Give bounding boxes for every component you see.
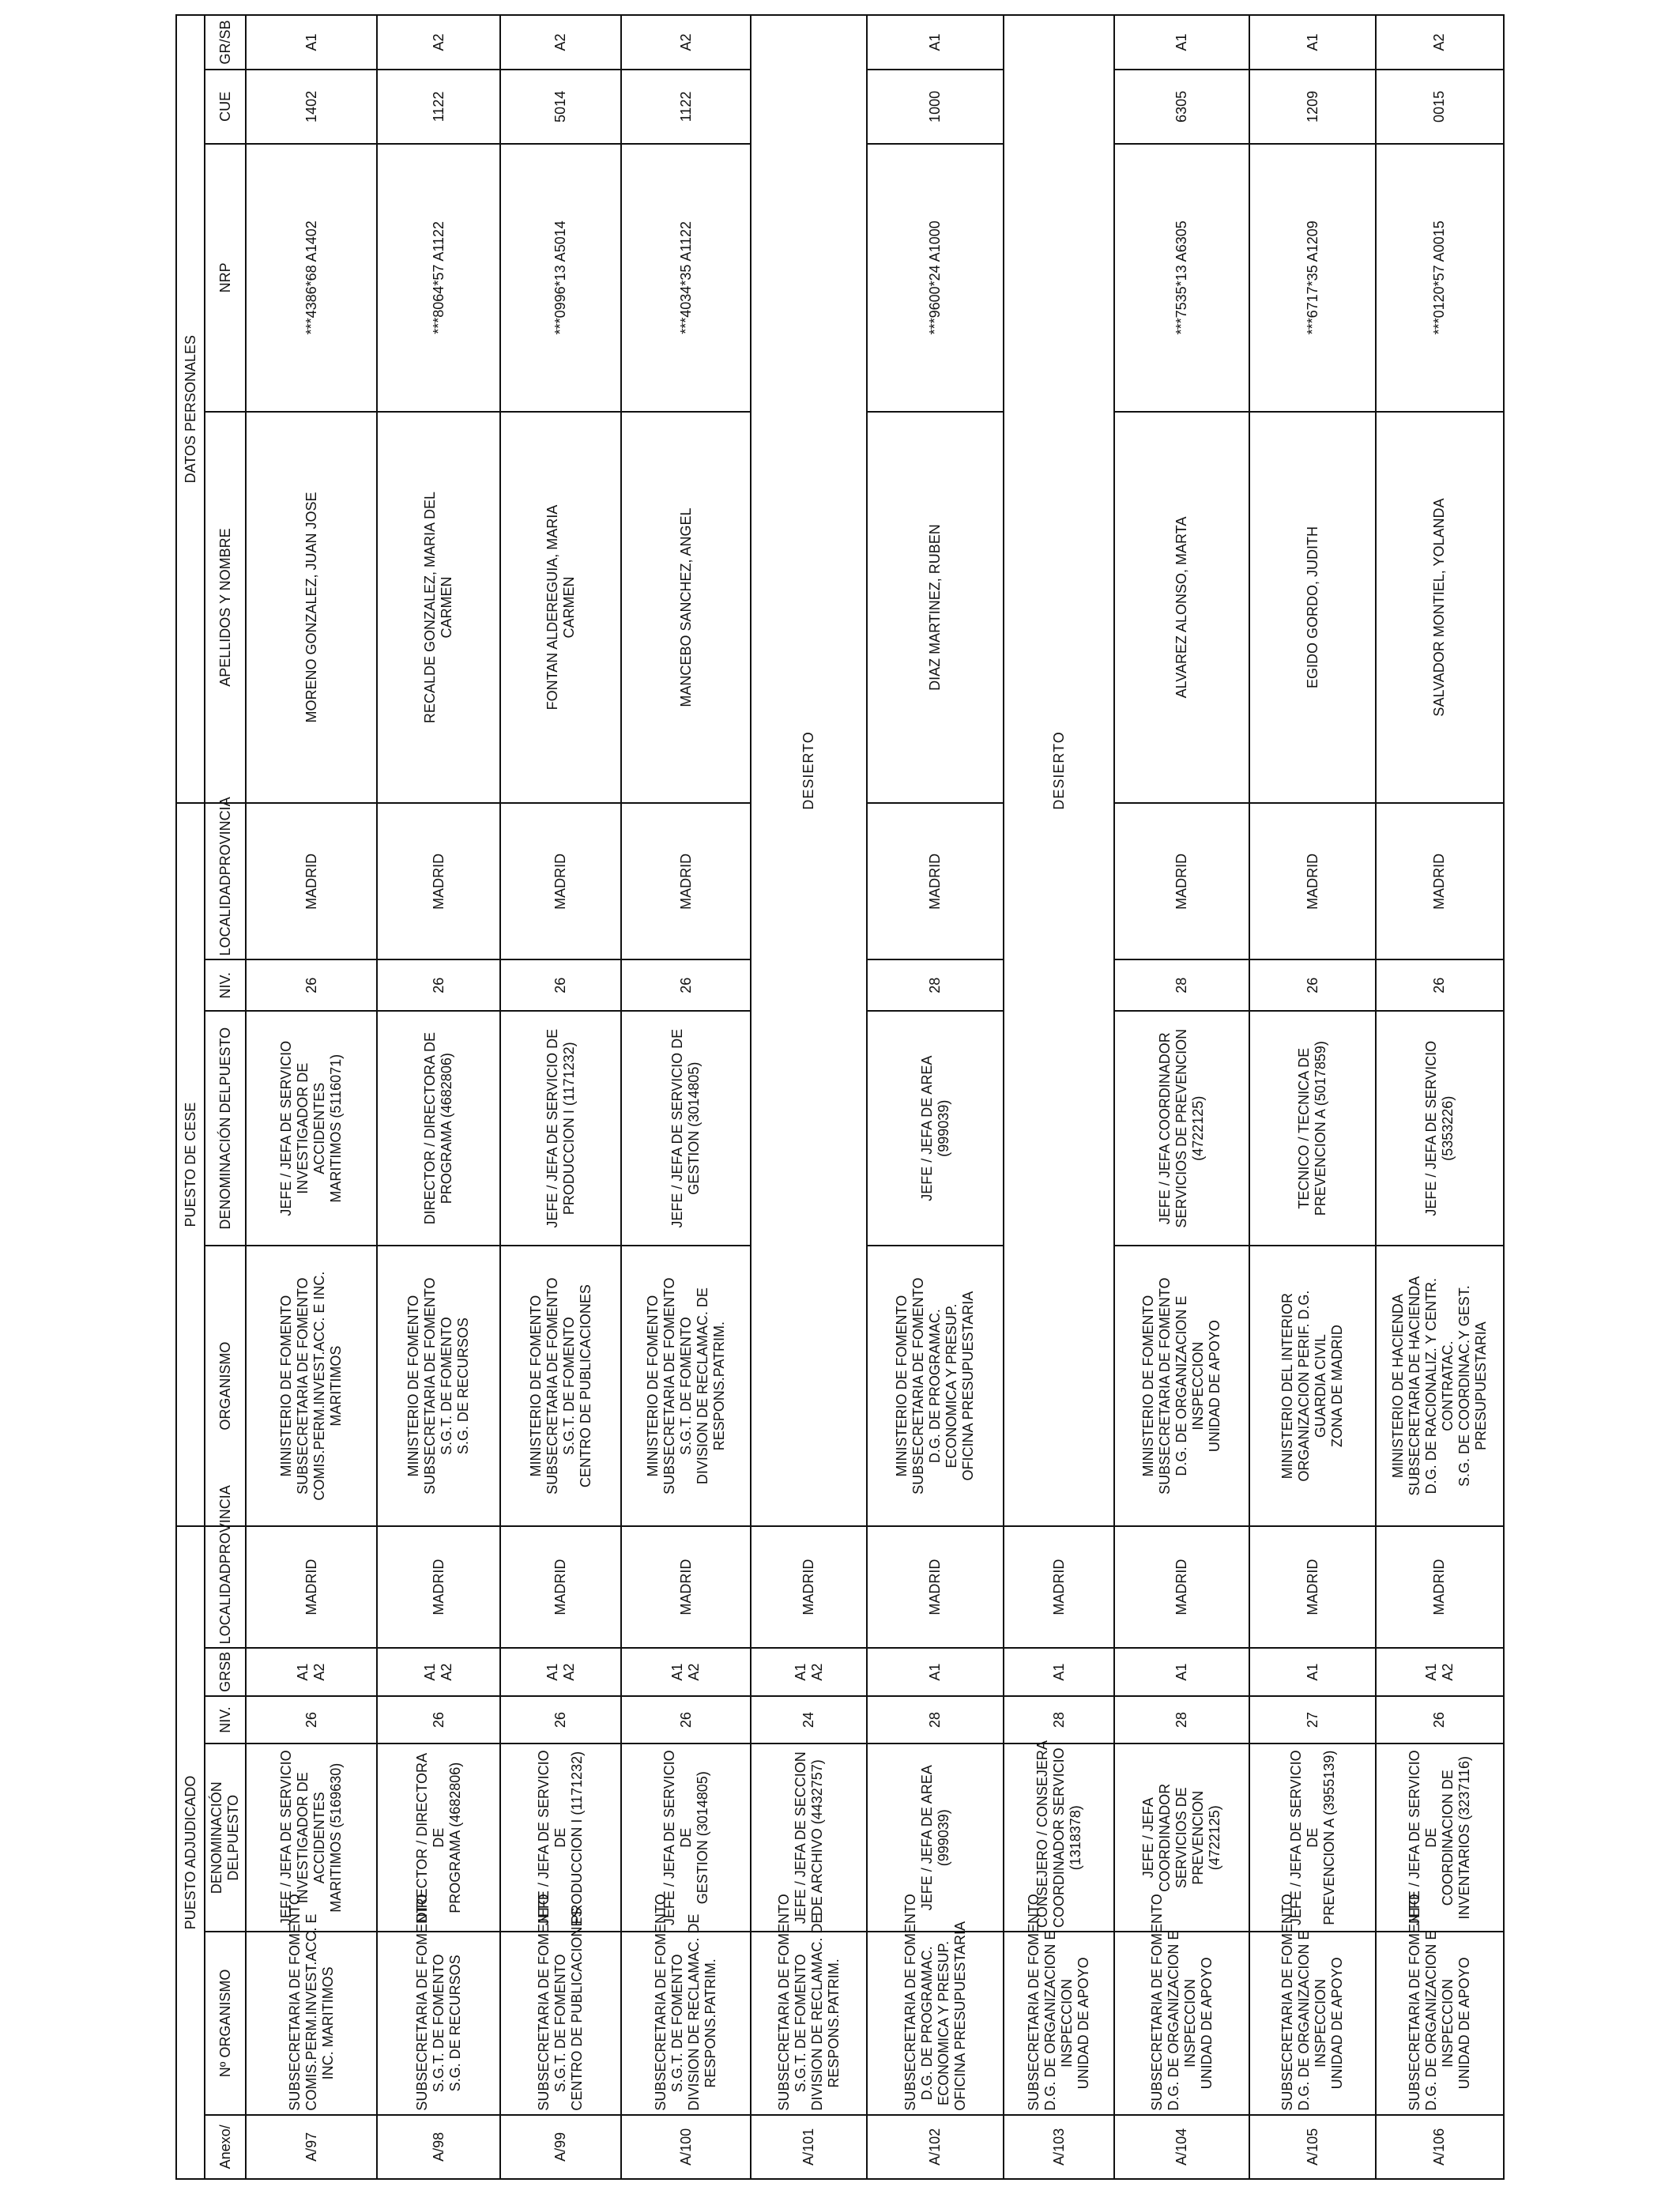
anexo-cell: A/101	[751, 2115, 867, 2179]
denominacion-cell: JEFE / JEFA DE SERVICIO DE GESTION (3014805)	[621, 1744, 751, 1932]
cese-organismo-cell: MINISTERIO DE FOMENTO SUBSECRETARIA DE FOMENTO D.G. DE PROGRAMAC. ECONOMICA Y PRESUP. OFICINA PRESUPUESTARIA	[867, 1246, 1004, 1526]
cese-niv-cell: 26	[1249, 959, 1376, 1011]
col-niv: NIV.	[205, 1696, 246, 1744]
grsb-personal-cell: A1	[867, 15, 1004, 70]
anexo-cell: A/98	[377, 2115, 500, 2179]
localidad-cell: MADRID	[1249, 1526, 1376, 1648]
cue-cell: 1122	[377, 70, 500, 144]
grsb-cell: A1 A2	[500, 1648, 621, 1695]
organismo-cell: SUBSECRETARIA DE FOMENTO D.G. DE ORGANIZACION E INSPECCION UNIDAD DE APOYO	[1004, 1932, 1114, 2115]
nrp-cell: ***0120*57 A0015	[1376, 144, 1504, 412]
desierto-cell: DESIERTO	[751, 15, 867, 1526]
cese-denominacion-cell: JEFE / JEFA DE AREA (999039)	[867, 1011, 1004, 1246]
cue-cell: 1000	[867, 70, 1004, 144]
niv-cell: 26	[621, 1696, 751, 1744]
niv-cell: 28	[1114, 1696, 1249, 1744]
cese-organismo-cell: MINISTERIO DE FOMENTO SUBSECRETARIA DE FOMENTO COMIS.PERM.INVEST.ACC. E INC. MARITIMOS	[246, 1246, 377, 1526]
organismo-cell: SUBSECRETARIA DE FOMENTO D.G. DE ORGANIZACION E INSPECCION UNIDAD DE APOYO	[1114, 1932, 1249, 2115]
cese-localidad-cell: MADRID	[377, 803, 500, 959]
localidad-cell: MADRID	[1004, 1526, 1114, 1648]
nrp-cell: ***4034*35 A1122	[621, 144, 751, 412]
grsb-personal-cell: A2	[1376, 15, 1504, 70]
niv-cell: 26	[1376, 1696, 1504, 1744]
organismo-cell: SUBSECRETARIA DE FOMENTO COMIS.PERM.INVEST.ACC. E INC. MARITIMOS	[246, 1932, 377, 2115]
col-nrp: NRP	[205, 144, 246, 412]
niv-cell: 28	[867, 1696, 1004, 1744]
table-row	[1376, 15, 1504, 2179]
cese-localidad-cell: MADRID	[246, 803, 377, 959]
apellidos-cell: FONTAN ALDEREGUIA, MARIA CARMEN	[500, 412, 621, 803]
grsb-personal-cell: A1	[1249, 15, 1376, 70]
organismo-cell: SUBSECRETARIA DE FOMENTO S.G.T. DE FOMENTO DIVISION DE RECLAMAC. DE RESPONS.PATRIM.	[751, 1932, 867, 2115]
col-anexo: Anexo/	[205, 2115, 246, 2179]
adjudication-table	[175, 14, 1505, 2180]
cese-niv-cell: 28	[867, 959, 1004, 1011]
cue-cell: 0015	[1376, 70, 1504, 144]
anexo-cell: A/104	[1114, 2115, 1249, 2179]
grsb-personal-cell: A2	[500, 15, 621, 70]
table-row	[1114, 15, 1249, 2179]
cese-organismo-cell: MINISTERIO DE FOMENTO SUBSECRETARIA DE FOMENTO D.G. DE ORGANIZACION E INSPECCION UNIDAD DE APOYO	[1114, 1246, 1249, 1526]
anexo-cell: A/100	[621, 2115, 751, 2179]
anexo-cell: A/106	[1376, 2115, 1504, 2179]
col-denominacion: DENOMINACIÓN DELPUESTO	[205, 1744, 246, 1932]
apellidos-cell: MANCEBO SANCHEZ, ANGEL	[621, 412, 751, 803]
col-cese-denominacion: DENOMINACIÓN DELPUESTO	[205, 1011, 246, 1246]
organismo-cell: SUBSECRETARIA DE FOMENTO D.G. DE ORGANIZACION E INSPECCION UNIDAD DE APOYO	[1376, 1932, 1504, 2115]
cese-organismo-cell: MINISTERIO DE FOMENTO SUBSECRETARIA DE FOMENTO S.G.T. DE FOMENTO DIVISION DE RECLAMAC. DE RESPONS.PATRIM.	[621, 1246, 751, 1526]
cese-localidad-cell: MADRID	[1376, 803, 1504, 959]
nrp-cell: ***7535*13 A6305	[1114, 144, 1249, 412]
localidad-cell: MADRID	[1376, 1526, 1504, 1648]
rotated-document	[175, 14, 1505, 2180]
anexo-cell: A/102	[867, 2115, 1004, 2179]
grsb-personal-cell: A2	[377, 15, 500, 70]
col-grsb-personal: GR/SB	[205, 15, 246, 70]
cese-denominacion-cell: TECNICO / TECNICA DE PREVENCION A (5017859)	[1249, 1011, 1376, 1246]
table-row	[1004, 15, 1114, 2179]
cese-localidad-cell: MADRID	[867, 803, 1004, 959]
nrp-cell: ***0996*13 A5014	[500, 144, 621, 412]
cue-cell: 1402	[246, 70, 377, 144]
localidad-cell: MADRID	[751, 1526, 867, 1648]
table-row	[500, 15, 621, 2179]
grsb-cell: A1 A2	[246, 1648, 377, 1695]
cese-denominacion-cell: JEFE / JEFA DE SERVICIO INVESTIGADOR DE ACCIDENTES MARITIMOS (5116071)	[246, 1011, 377, 1246]
niv-cell: 26	[377, 1696, 500, 1744]
col-cese-niv: NIV.	[205, 959, 246, 1011]
cese-denominacion-cell: JEFE / JEFA DE SERVICIO DE PRODUCCION I (1171232)	[500, 1011, 621, 1246]
grsb-cell: A1 A2	[377, 1648, 500, 1695]
organismo-cell: SUBSECRETARIA DE FOMENTO S.G.T. DE FOMENTO S.G. DE RECURSOS	[377, 1932, 500, 2115]
grsb-personal-cell: A1	[246, 15, 377, 70]
localidad-cell: MADRID	[500, 1526, 621, 1648]
localidad-cell: MADRID	[246, 1526, 377, 1648]
anexo-cell: A/103	[1004, 2115, 1114, 2179]
cese-organismo-cell: MINISTERIO DE FOMENTO SUBSECRETARIA DE FOMENTO S.G.T. DE FOMENTO S.G. DE RECURSOS	[377, 1246, 500, 1526]
organismo-cell: SUBSECRETARIA DE FOMENTO D.G. DE ORGANIZACION E INSPECCION UNIDAD DE APOYO	[1249, 1932, 1376, 2115]
niv-cell: 26	[246, 1696, 377, 1744]
apellidos-cell: SALVADOR MONTIEL, YOLANDA	[1376, 412, 1504, 803]
cese-localidad-cell: MADRID	[1114, 803, 1249, 959]
cue-cell: 5014	[500, 70, 621, 144]
cese-niv-cell: 28	[1114, 959, 1249, 1011]
table-body	[246, 15, 1504, 2179]
apellidos-cell: DIAZ MARTINEZ, RUBEN	[867, 412, 1004, 803]
table-row	[621, 15, 751, 2179]
grsb-personal-cell: A1	[1114, 15, 1249, 70]
niv-cell: 26	[500, 1696, 621, 1744]
cese-niv-cell: 26	[377, 959, 500, 1011]
table-row	[751, 15, 867, 2179]
cue-cell: 6305	[1114, 70, 1249, 144]
apellidos-cell: EGIDO GORDO, JUDITH	[1249, 412, 1376, 803]
grsb-cell: A1 A2	[751, 1648, 867, 1695]
apellidos-cell: MORENO GONZALEZ, JUAN JOSE	[246, 412, 377, 803]
cese-niv-cell: 26	[621, 959, 751, 1011]
nrp-cell: ***9600*24 A1000	[867, 144, 1004, 412]
localidad-cell: MADRID	[1114, 1526, 1249, 1648]
cese-localidad-cell: MADRID	[621, 803, 751, 959]
grsb-cell: A1	[1004, 1648, 1114, 1695]
cese-localidad-cell: MADRID	[1249, 803, 1376, 959]
group-adjudicado: PUESTO ADJUDICADO	[176, 1526, 205, 2179]
table-row	[246, 15, 377, 2179]
anexo-cell: A/105	[1249, 2115, 1376, 2179]
grsb-personal-cell: A2	[621, 15, 751, 70]
apellidos-cell: RECALDE GONZALEZ, MARIA DEL CARMEN	[377, 412, 500, 803]
niv-cell: 27	[1249, 1696, 1376, 1744]
denominacion-cell: JEFE / JEFA DE SERVICIO DE PREVENCION A (3955139)	[1249, 1744, 1376, 1932]
cese-localidad-cell: MADRID	[500, 803, 621, 959]
col-grsb: GRSB	[205, 1648, 246, 1695]
grsb-cell: A1 A2	[1376, 1648, 1504, 1695]
denominacion-cell: JEFE / JEFA COORDINADOR SERVICIOS DE PREVENCION (4722125)	[1114, 1744, 1249, 1932]
col-cese-organismo: ORGANISMO	[205, 1246, 246, 1526]
nrp-cell: ***6717*35 A1209	[1249, 144, 1376, 412]
grsb-cell: A1	[1249, 1648, 1376, 1695]
denominacion-cell: JEFE / JEFA DE AREA (999039)	[867, 1744, 1004, 1932]
cese-niv-cell: 26	[1376, 959, 1504, 1011]
grsb-cell: A1	[1114, 1648, 1249, 1695]
denominacion-cell: JEFE / JEFA DE SERVICIO INVESTIGADOR DE ACCIDENTES MARITIMOS (5169630)	[246, 1744, 377, 1932]
organismo-cell: SUBSECRETARIA DE FOMENTO D.G. DE PROGRAMAC. ECONOMICA Y PRESUP. OFICINA PRESUPUESTARIA	[867, 1932, 1004, 2115]
group-header-row	[176, 15, 205, 2179]
col-organismo: Nº ORGANISMO	[205, 1932, 246, 2115]
denominacion-cell: DIRECTOR / DIRECTORA DE PROGRAMA (4682806)	[377, 1744, 500, 1932]
col-apellidos: APELLIDOS Y NOMBRE	[205, 412, 246, 803]
anexo-cell: A/99	[500, 2115, 621, 2179]
desierto-cell: DESIERTO	[1004, 15, 1114, 1526]
niv-cell: 24	[751, 1696, 867, 1744]
table-row	[1249, 15, 1376, 2179]
cue-cell: 1209	[1249, 70, 1376, 144]
cese-organismo-cell: MINISTERIO DE HACIENDA SUBSECRETARIA DE HACIENDA D.G. DE RACIONALIZ. Y CENTR. CONTRATAC. S.G. DE COORDINAC.Y GEST. PRESUPUESTARIA	[1376, 1246, 1504, 1526]
denominacion-cell: JEFE / JEFA DE SERVICIO DE PRODUCCION I (1171232)	[500, 1744, 621, 1932]
grsb-cell: A1 A2	[621, 1648, 751, 1695]
cese-denominacion-cell: JEFE / JEFA DE SERVICIO DE GESTION (3014805)	[621, 1011, 751, 1246]
denominacion-cell: JEFE / JEFA DE SECCION DE ARCHIVO (4432757)	[751, 1744, 867, 1932]
localidad-cell: MADRID	[867, 1526, 1004, 1648]
localidad-cell: MADRID	[377, 1526, 500, 1648]
group-personales: DATOS PERSONALES	[176, 15, 205, 803]
cese-denominacion-cell: JEFE / JEFA DE SERVICIO (5353226)	[1376, 1011, 1504, 1246]
anexo-cell: A/97	[246, 2115, 377, 2179]
niv-cell: 28	[1004, 1696, 1114, 1744]
table-row	[867, 15, 1004, 2179]
cese-organismo-cell: MINISTERIO DEL INTERIOR ORGANIZACION PERIF. D.G. GUARDIA CIVIL ZONA DE MADRID	[1249, 1246, 1376, 1526]
cese-denominacion-cell: DIRECTOR / DIRECTORA DE PROGRAMA (4682806)	[377, 1011, 500, 1246]
col-localidad: LOCALIDADPROVINCIA	[205, 1526, 246, 1648]
cue-cell: 1122	[621, 70, 751, 144]
cese-niv-cell: 26	[246, 959, 377, 1011]
localidad-cell: MADRID	[621, 1526, 751, 1648]
denominacion-cell: CONSEJERO / CONSEJERA COORDINADOR SERVICIO (1318378)	[1004, 1744, 1114, 1932]
table-row	[377, 15, 500, 2179]
organismo-cell: SUBSECRETARIA DE FOMENTO S.G.T. DE FOMENTO DIVISION DE RECLAMAC. DE RESPONS.PATRIM.	[621, 1932, 751, 2115]
organismo-cell: SUBSECRETARIA DE FOMENTO S.G.T. DE FOMENTO CENTRO DE PUBLICACIONES	[500, 1932, 621, 2115]
column-header-row	[205, 15, 246, 2179]
cese-organismo-cell: MINISTERIO DE FOMENTO SUBSECRETARIA DE FOMENTO S.G.T. DE FOMENTO CENTRO DE PUBLICACIONES	[500, 1246, 621, 1526]
nrp-cell: ***4386*68 A1402	[246, 144, 377, 412]
col-cese-localidad: LOCALIDADPROVINCIA	[205, 803, 246, 959]
cese-denominacion-cell: JEFE / JEFA COORDINADOR SERVICIOS DE PREVENCION (4722125)	[1114, 1011, 1249, 1246]
apellidos-cell: ALVAREZ ALONSO, MARTA	[1114, 412, 1249, 803]
nrp-cell: ***8064*57 A1122	[377, 144, 500, 412]
denominacion-cell: JEFE / JEFA DE SERVICIO DE COORDINACION DE INVENTARIOS (3237116)	[1376, 1744, 1504, 1932]
cese-niv-cell: 26	[500, 959, 621, 1011]
group-cese: PUESTO DE CESE	[176, 803, 205, 1526]
col-cue: CUE	[205, 70, 246, 144]
grsb-cell: A1	[867, 1648, 1004, 1695]
